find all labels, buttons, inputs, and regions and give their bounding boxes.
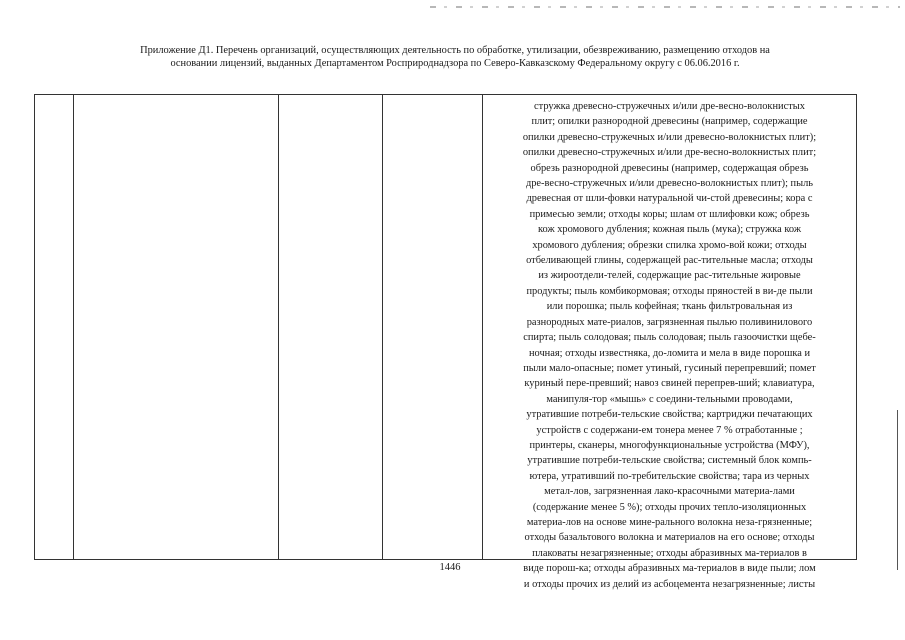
table-row (35, 95, 857, 560)
waste-text-line: продукты; пыль комбикормовая; отходы пряностей в ви-де пыли (526, 285, 813, 297)
waste-text-line: куриный пере-превший; навоз свиней перепрев-ший; клавиатура, (524, 378, 815, 390)
waste-text-line: или порошка; пыль кофейная; ткань фильтровальная из (546, 301, 793, 313)
waste-text-line: пыли мало-опасные; помет утиный, гусиный перепревший; помет (523, 362, 816, 374)
waste-text-line: кож хромового дубления; кожная пыль (мука); стружка кож (537, 224, 801, 236)
waste-text-line: опилки древесно-стружечных и/или древесно-волокнистых плит); (522, 131, 817, 143)
waste-text-line: спирта; пыль солодовая; пыль солодовая; пыль газоочистки щебе- (523, 332, 816, 344)
waste-text-line: древесная от шли-фовки натуральной чи-стой древесины; кора с (526, 193, 813, 205)
waste-text-line: устройств с содержани-ем тонера менее 7 % отработанные ; (536, 424, 803, 436)
waste-text-line: и отходы прочих из делий из асбоцемента незагрязненные; листы (523, 578, 816, 590)
caption-line-2: основании лицензий, выданных Департаментом Росприроднадзора по Северо-Кавказскому Федеральному округу с 06.06.2016 г. (170, 58, 740, 69)
table-cell-waste-types (483, 95, 857, 590)
waste-text-line: дре-весно-стружечных и/или древесно-волокнистых плит); пыль (525, 178, 814, 190)
waste-text-line: утратившие потреби-тельские свойства; системный блок компь- (527, 455, 812, 467)
waste-text-line: ютера, утративший по-требительские свойства; тара из черных (529, 470, 810, 482)
waste-text-line: материа-лов на основе мине-рального волокна неза-грязненные; (526, 516, 813, 528)
table-cell-activity (383, 95, 483, 560)
waste-text-line: манипуля-тор «мышь» с соедини-тельными проводами, (546, 393, 793, 405)
waste-text-line: утратившие потреби-тельские свойства; картриджи печатающих (526, 409, 813, 421)
waste-text-line: отходы базальтового волокна и материалов на его основе; отходы (524, 532, 815, 544)
waste-text-line: отбеливающей глины, содержащей рас-тительные масла; отходы (526, 255, 813, 267)
waste-text-line: разнородных мате-риалов, загрязненная пылью поливинилового (526, 316, 813, 328)
waste-text-line: из жироотдели-телей, содержащие рас-тительные жировые (538, 270, 801, 282)
waste-text-line: принтеры, сканеры, многофункциональные устройства (МФУ), (529, 439, 810, 451)
waste-types-text (483, 95, 856, 590)
waste-text-line: обрезь разнородной древесины (например, содержащая обрезь (530, 162, 809, 174)
waste-text-line: плаковаты незагрязненные; отходы абразивных ма-териалов в (532, 547, 807, 559)
document-caption (60, 44, 850, 70)
scan-edge-line (897, 410, 898, 570)
caption-line-1: Приложение Д1. Перечень организаций, осуществляющих деятельность по обработке, утилизации, обезвреживанию, размещению отходов на (140, 45, 770, 56)
waste-text-line: виде порош-ка; отходы абразивных ма-териалов в виде пыли; лом (523, 563, 816, 575)
table-cell-organization (74, 95, 279, 560)
waste-text-line: хромового дубления; обрезки спилка хромо-вой кожи; отходы (532, 239, 807, 251)
table-cell-number (35, 95, 74, 560)
waste-text-line: стружка древесно-стружечных и/или дре-весно-волокнистых (534, 101, 805, 112)
table-cell-license (279, 95, 383, 560)
waste-text-line: метал-лов, загрязненная лако-красочными материа-лами (544, 486, 795, 498)
waste-text-line: плит; опилки разнородной древесины (например, содержащие (531, 116, 808, 128)
waste-text-line: примесью земли; отходы коры; шлам от шлифовки кож; обрезь (529, 208, 810, 220)
scan-artifact (430, 6, 900, 8)
waste-text-line: (содержание менее 5 %); отходы прочих тепло-изоляционных (532, 501, 807, 513)
waste-text-line: ночная; отходы известняка, до-ломита и мела в виде порошка и (528, 347, 811, 359)
page-number: 1446 (439, 562, 461, 573)
waste-text-line: опилки древесно-стружечных и/или дре-весно-волокнистых плит; (522, 147, 817, 159)
